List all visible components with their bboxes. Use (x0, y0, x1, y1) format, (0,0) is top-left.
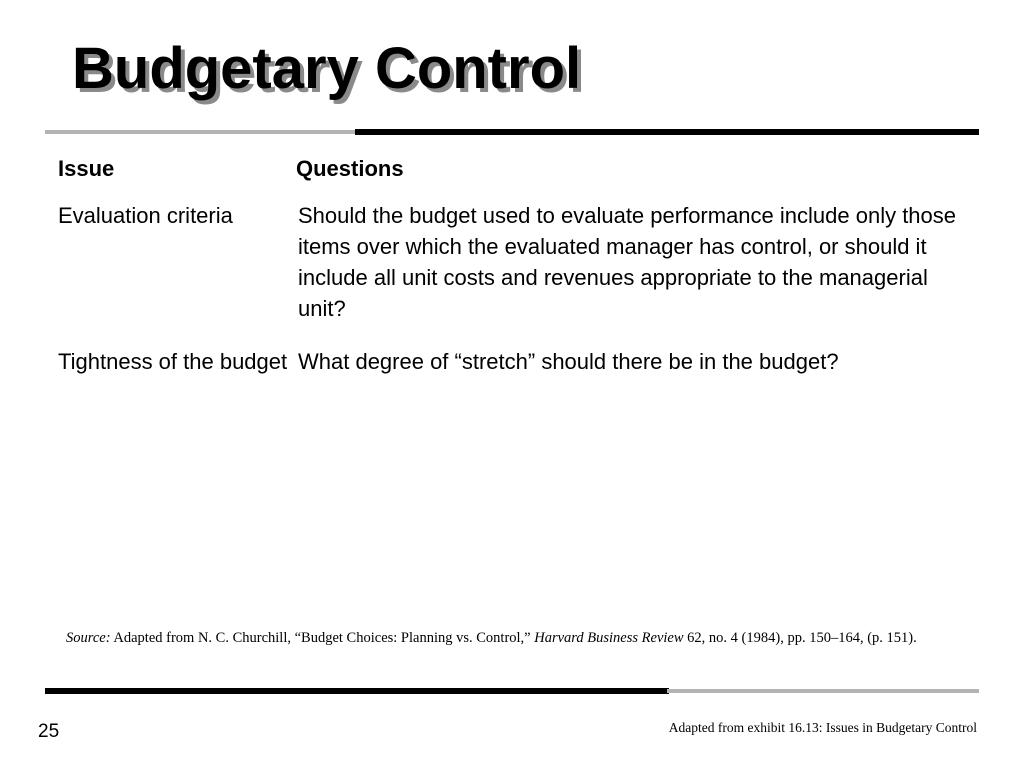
bottom-divider-black (45, 688, 669, 694)
top-divider-black (355, 129, 979, 135)
page-number: 25 (38, 721, 60, 742)
source-journal: Harvard Business Review (534, 630, 684, 646)
column-header-questions: Questions (296, 156, 404, 181)
row-1-issue: Evaluation criteria (58, 203, 233, 228)
source-text-after: 62, no. 4 (1984), pp. 150–164, (p. 151). (687, 630, 917, 646)
source-text-before: Adapted from N. C. Churchill, “Budget Choices: Planning vs. Control,” (113, 630, 531, 646)
top-divider-gray (45, 130, 357, 134)
row-2-question: What degree of “stretch” should there be in the budget? (298, 349, 839, 374)
footer-note: Adapted from exhibit 16.13: Issues in Budgetary Control (668, 720, 977, 735)
row-2-issue: Tightness of the budget (58, 349, 288, 374)
source-label: Source: (66, 630, 111, 646)
column-header-issue: Issue (58, 156, 115, 181)
row-1-question: Should the budget used to evaluate performance include only those items over which the evaluated manager has control, or should it include all unit costs and revenues appropriate to the managerial unit? (298, 203, 957, 321)
slide-title: Budgetary Control (72, 36, 582, 101)
bottom-divider-gray (667, 689, 979, 693)
source-citation (66, 627, 966, 649)
